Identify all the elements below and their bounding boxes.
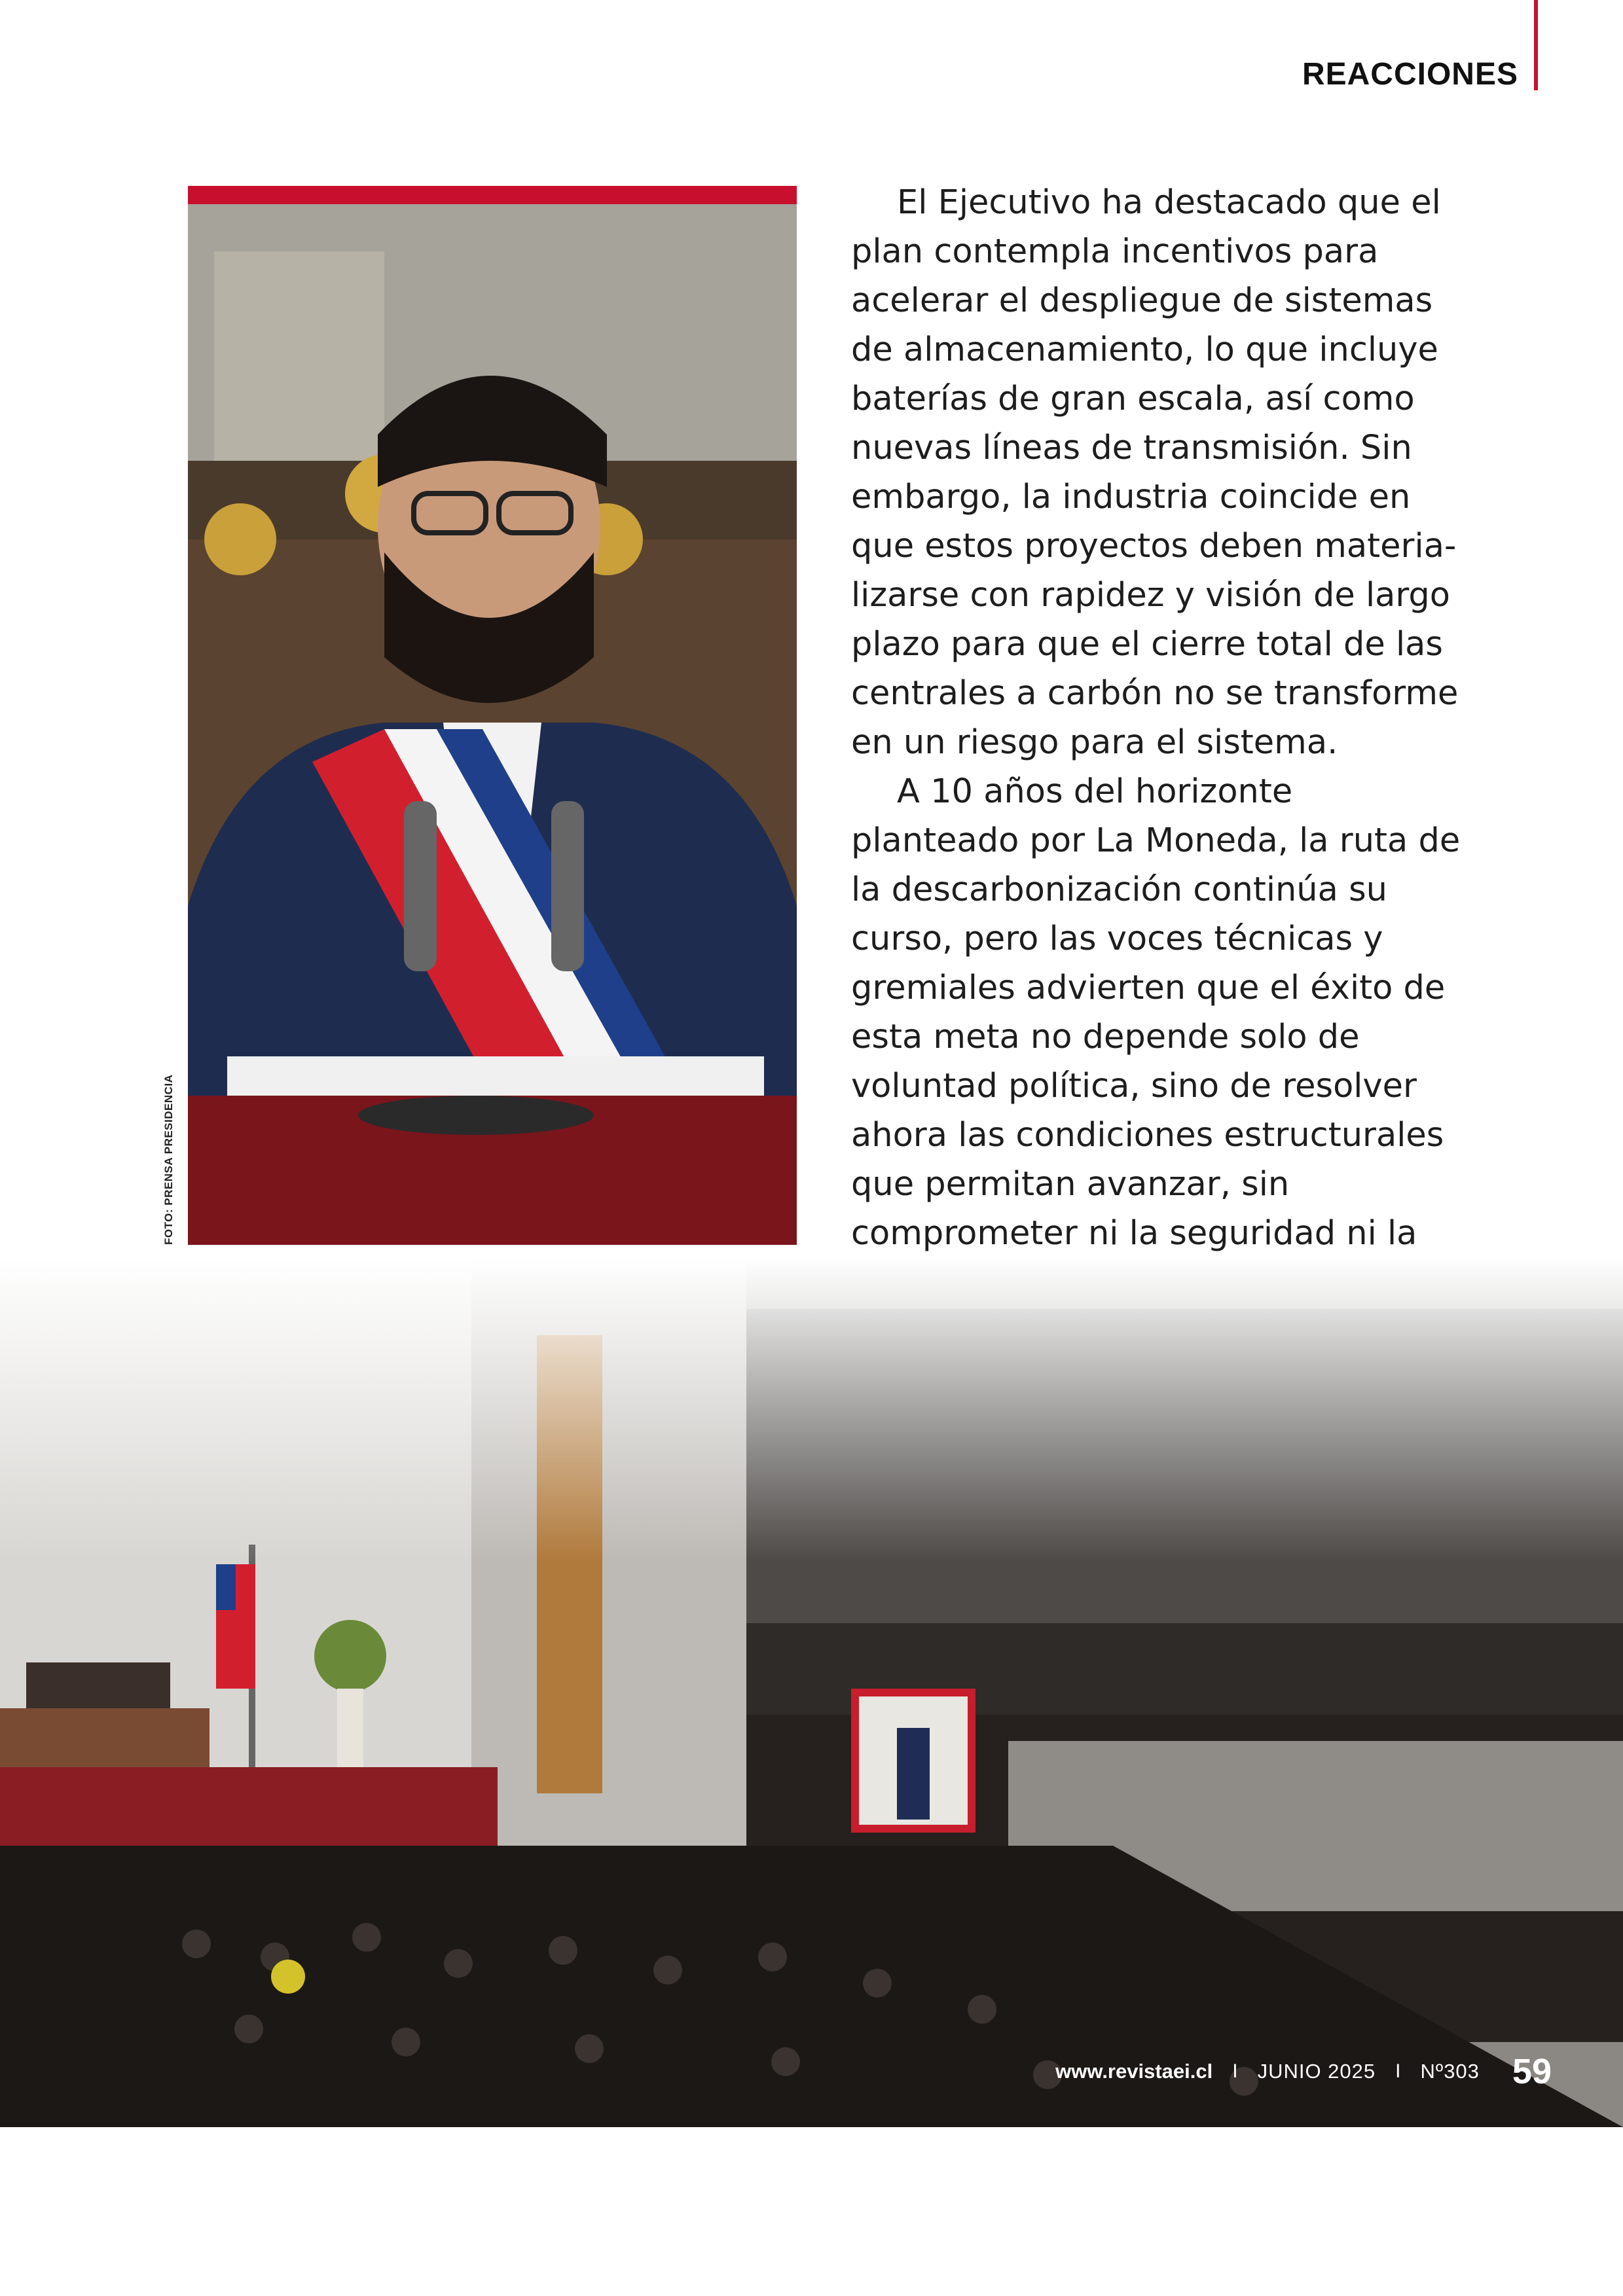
footer-issue-number: Nº303 xyxy=(1420,2060,1480,2083)
president-photo-illustration xyxy=(188,186,797,1245)
article-paragraph-2-text: A 10 años del horizonte planteado por La Moneda, la ruta de la descarbonización continúa su curso, pero las voces técnicas y gremiales advierten que el éxito de esta meta no depende solo de voluntad política, sino de resolver ahora las condiciones estructurales que permitan avanzar, sin comprometer ni la seguridad ni la xyxy=(851,772,1461,1253)
article-paragraph-1: El Ejecutivo ha destacado que el plan contempla incentivos para acelerar el despliegue de sistemas de almacenamiento, lo que incluye baterías de gran escala, así como nuevas líneas de transmisión. Sin embargo, la industria coincide en que estos proyectos deben materializarse con rapidez y visión de largo plazo para que el cierre total de las centrales a carbón no se transforme en un riesgo para el sistema. xyxy=(851,183,1459,762)
photo-top-red-bar xyxy=(188,186,797,204)
president-speech-photo xyxy=(188,186,797,1245)
footer-separator-1: I xyxy=(1232,2060,1238,2082)
photo-credit: FOTO: PRENSA PRESIDENCIA xyxy=(162,1074,175,1245)
congress-chamber-illustration xyxy=(0,1257,1623,2127)
footer-website: www.revistaei.cl xyxy=(1055,2060,1213,2083)
section-accent-bar xyxy=(1534,0,1538,90)
article-body xyxy=(851,178,1467,1358)
footer-issue-month: JUNIO 2025 xyxy=(1257,2060,1376,2083)
footer-separator-2: I xyxy=(1395,2060,1401,2082)
page-footer xyxy=(1041,2049,1552,2094)
page-number: 59 xyxy=(1512,2052,1552,2091)
congress-chamber-photo xyxy=(0,1257,1623,2127)
section-title: REACCIONES xyxy=(1302,57,1518,92)
